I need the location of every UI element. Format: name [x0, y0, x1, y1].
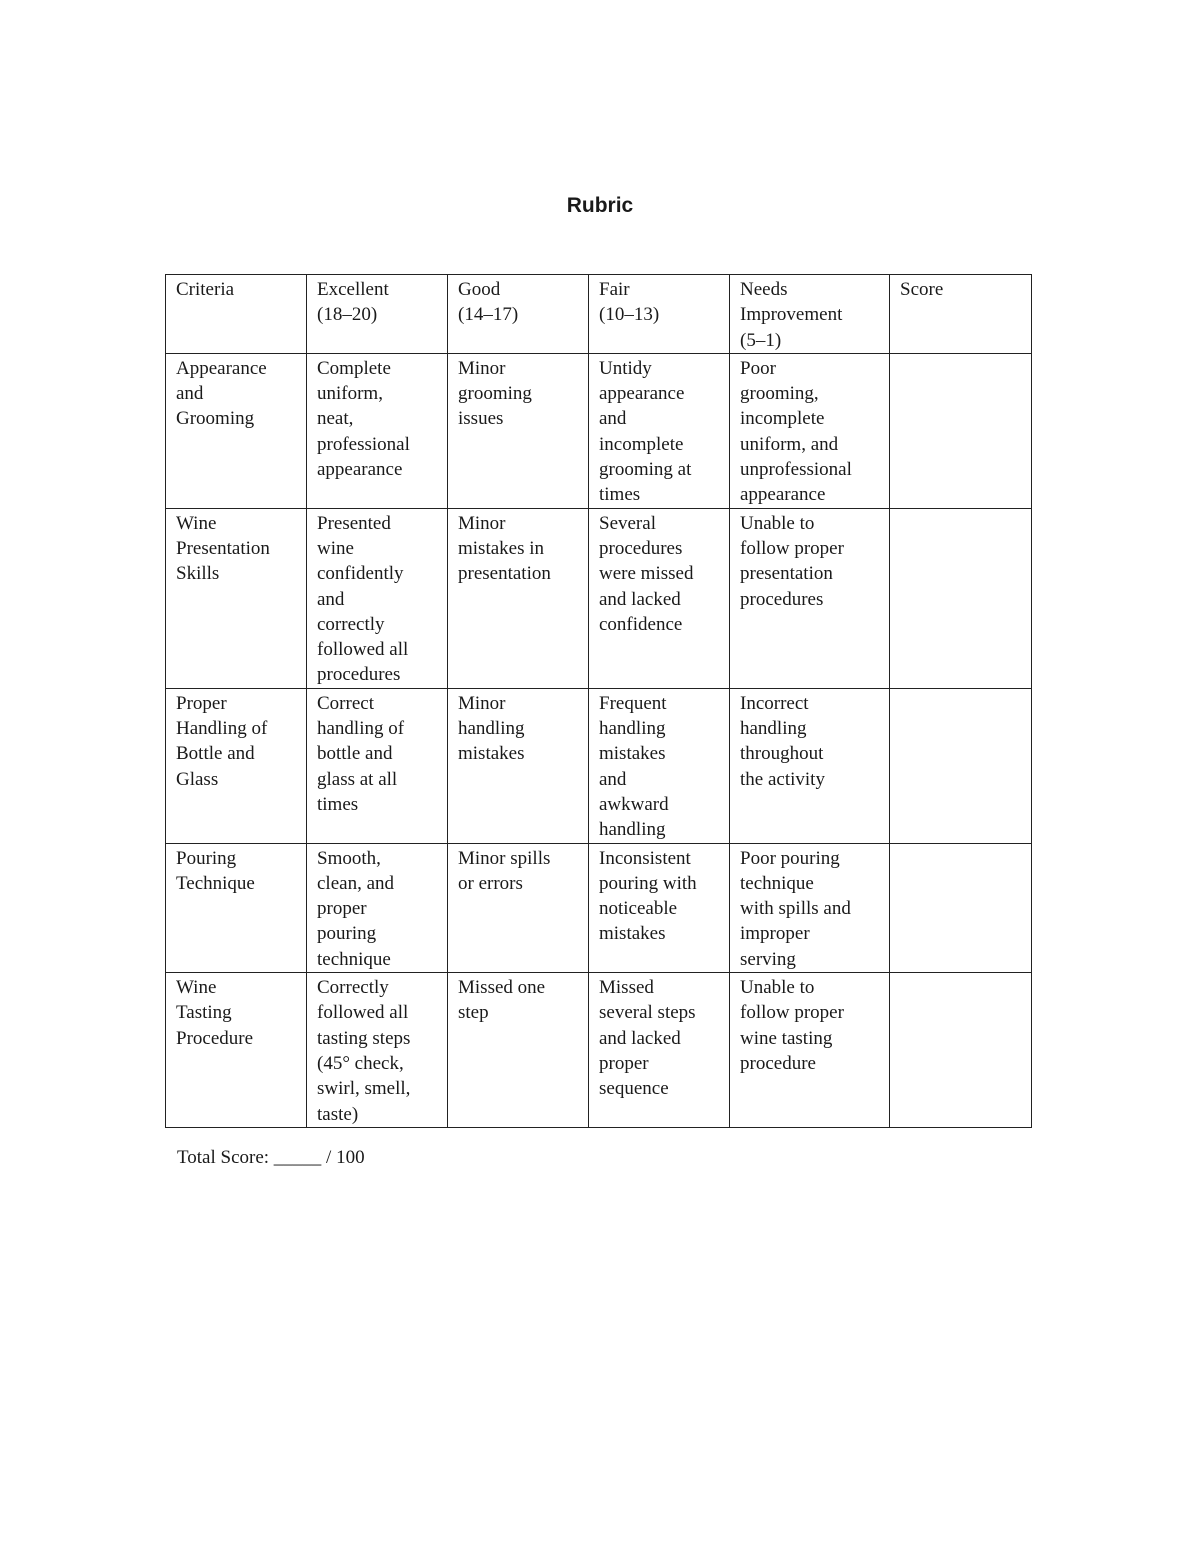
criteria-cell: Wine Tasting Procedure	[166, 973, 307, 1128]
score-cell[interactable]	[890, 353, 1032, 508]
table-row	[166, 843, 1032, 972]
criteria-cell: Proper Handling of Bottle and Glass	[166, 688, 307, 843]
score-cell[interactable]	[890, 973, 1032, 1128]
excellent-cell: Complete uniform, neat, professional appearance	[307, 353, 448, 508]
table-row	[166, 688, 1032, 843]
good-cell: Missed one step	[448, 973, 589, 1128]
good-cell: Minor mistakes in presentation	[448, 508, 589, 688]
criteria-cell: Wine Presentation Skills	[166, 508, 307, 688]
header-needs-improvement: Needs Improvement (5–1)	[730, 275, 890, 354]
table-row	[166, 973, 1032, 1128]
fair-cell: Frequent handling mistakes and awkward handling	[589, 688, 730, 843]
criteria-cell: Appearance and Grooming	[166, 353, 307, 508]
needs-improvement-cell: Unable to follow proper presentation procedures	[730, 508, 890, 688]
good-cell: Minor handling mistakes	[448, 688, 589, 843]
excellent-cell: Smooth, clean, and proper pouring technique	[307, 843, 448, 972]
good-cell: Minor grooming issues	[448, 353, 589, 508]
fair-cell: Untidy appearance and incomplete grooming at times	[589, 353, 730, 508]
table-row	[166, 508, 1032, 688]
header-criteria: Criteria	[166, 275, 307, 354]
rubric-table	[165, 274, 1032, 1128]
page-title: Rubric	[566, 194, 634, 217]
score-cell[interactable]	[890, 843, 1032, 972]
fair-cell: Missed several steps and lacked proper sequence	[589, 973, 730, 1128]
excellent-cell: Presented wine confidently and correctly followed all procedures	[307, 508, 448, 688]
header-good: Good (14–17)	[448, 275, 589, 354]
needs-improvement-cell: Poor pouring technique with spills and improper serving	[730, 843, 890, 972]
score-cell[interactable]	[890, 508, 1032, 688]
good-cell: Minor spills or errors	[448, 843, 589, 972]
header-excellent: Excellent (18–20)	[307, 275, 448, 354]
needs-improvement-cell: Unable to follow proper wine tasting procedure	[730, 973, 890, 1128]
table-row	[166, 353, 1032, 508]
criteria-cell: Pouring Technique	[166, 843, 307, 972]
excellent-cell: Correctly followed all tasting steps (45° check, swirl, smell, taste)	[307, 973, 448, 1128]
fair-cell: Several procedures were missed and lacked confidence	[589, 508, 730, 688]
score-cell[interactable]	[890, 688, 1032, 843]
fair-cell: Inconsistent pouring with noticeable mistakes	[589, 843, 730, 972]
needs-improvement-cell: Poor grooming, incomplete uniform, and unprofessional appearance	[730, 353, 890, 508]
excellent-cell: Correct handling of bottle and glass at all times	[307, 688, 448, 843]
header-fair: Fair (10–13)	[589, 275, 730, 354]
table-header-row	[166, 275, 1032, 354]
total-score-line: Total Score: _____ / 100	[177, 1147, 365, 1168]
header-score: Score	[890, 275, 1032, 354]
needs-improvement-cell: Incorrect handling throughout the activity	[730, 688, 890, 843]
